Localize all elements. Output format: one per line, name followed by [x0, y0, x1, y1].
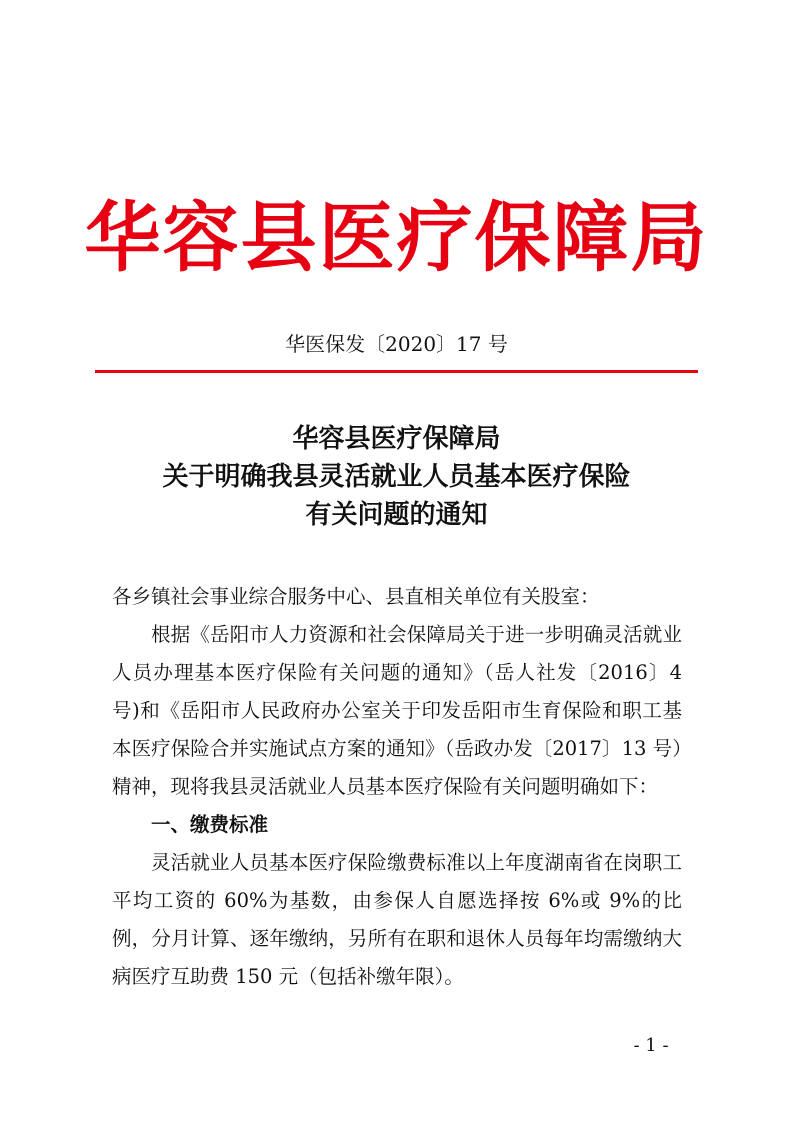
- document-title: [0, 420, 793, 534]
- page-number: - 1 -: [633, 1035, 669, 1056]
- addressee-line: 各乡镇社会事业综合服务中心、县直相关单位有关股室：: [112, 585, 600, 608]
- document-body: [112, 578, 682, 996]
- title-line-3: 有关问题的通知: [305, 500, 488, 530]
- body-paragraph-1: 根据《岳阳市人力资源和社会保障局关于进一步明确灵活就业人员办理基本医疗保险有关问题的通知》（岳人社发〔2016〕4 号)和《岳阳市人民政府办公室关于印发岳阳市生育保险和职工基本医疗保险合并实施试点方案的通知》（岳政办发〔2017〕13 号）精神，现将我县灵活就业人员基本医疗保险有关问题明确如下：: [112, 623, 682, 798]
- red-divider-line: [95, 370, 698, 373]
- document-number: 华医保发〔2020〕17 号: [285, 332, 508, 356]
- body-paragraph-2: 灵活就业人员基本医疗保险缴费标准以上年度湖南省在岗职工平均工资的 60%为基数，由参保人自愿选择按 6%或 9%的比例，分月计算、逐年缴纳，另所有在职和退休人员每年均需缴纳大病医疗互助费 150 元（包括补缴年限）。: [112, 851, 682, 988]
- section-heading-payment-standard: 一、缴费标准: [151, 813, 269, 836]
- title-line-2: 关于明确我县灵活就业人员基本医疗保险: [162, 462, 631, 492]
- title-line-1: 华容县医疗保障局: [292, 424, 501, 454]
- issuing-organization-header: 华容县医疗保障局: [84, 193, 709, 282]
